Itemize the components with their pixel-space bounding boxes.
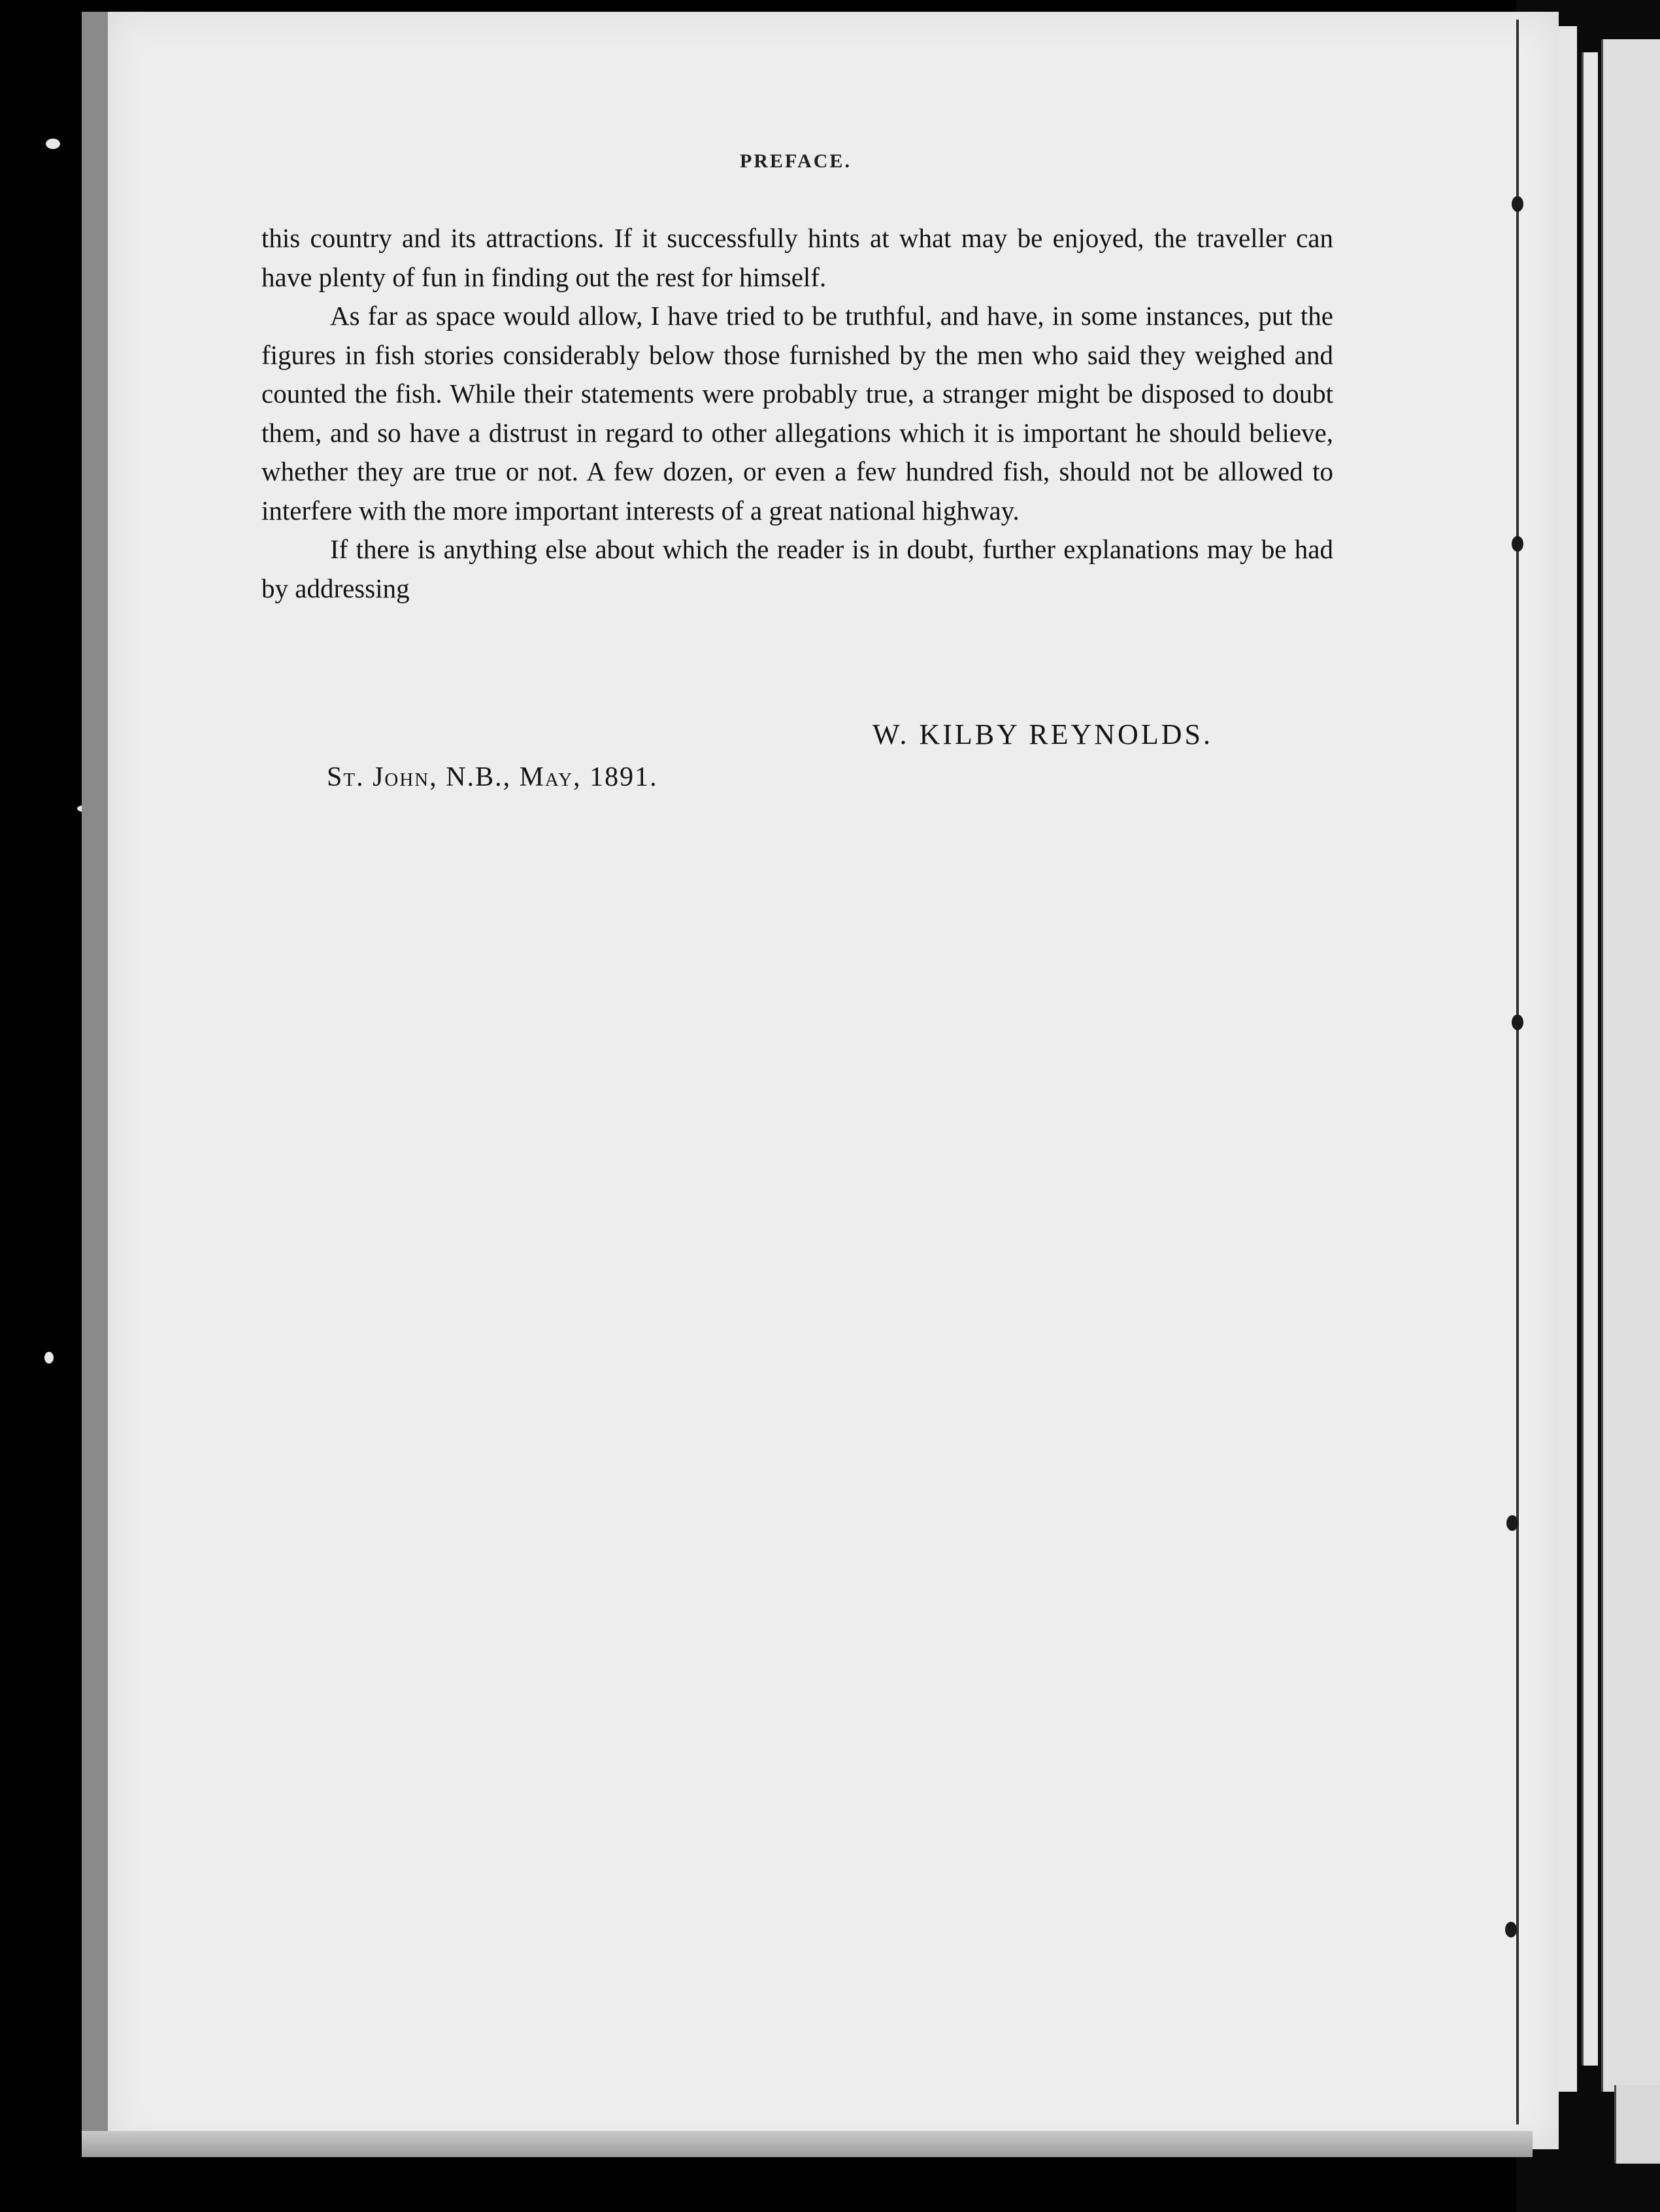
binding-stitch [1512, 196, 1523, 212]
paragraph: As far as space would allow, I have tried to be truthful, and have, in some instances, put the figures in fish stories considerably below those furnished by the men who said they weighed and counted the fish. While their statements were probably true, a stranger might be disposed to doubt them, and so have a distrust in regard to other allegations which it is important he should believe, whether they are true or not. A few dozen, or even a few hundred fish, should not be allowed to interfere with the more important interests of a great national highway. [261, 301, 1333, 526]
page-bottom-edge [82, 2131, 1533, 2157]
page-edge [1582, 52, 1598, 2066]
binding-thread [1516, 20, 1519, 2124]
binding-stitch [1506, 1515, 1518, 1531]
page-edge [1614, 2085, 1660, 2164]
page-edge [1601, 39, 1660, 2092]
binding-stitch [1512, 1014, 1523, 1030]
scan-speck [46, 139, 60, 149]
running-head: PREFACE. [740, 150, 852, 172]
paragraph: If there is anything else about which the reader is in doubt, further explanations may be had by addressing [261, 534, 1333, 603]
dateline [327, 762, 658, 793]
binding-stitch [1505, 1922, 1517, 1937]
author-signature: W. KILBY REYNOLDS. [872, 718, 1213, 750]
preface-body [261, 219, 1333, 608]
paragraph: this country and its attractions. If it successfully hints at what may be enjoyed, the traveller can have plenty of fun in finding out the rest for himself. [261, 223, 1333, 292]
dateline-text: St. John, N.B., May, 1891. [327, 762, 658, 792]
left-gutter [0, 0, 88, 2212]
scan-speck [44, 1352, 54, 1364]
binding-stitch [1512, 536, 1523, 552]
